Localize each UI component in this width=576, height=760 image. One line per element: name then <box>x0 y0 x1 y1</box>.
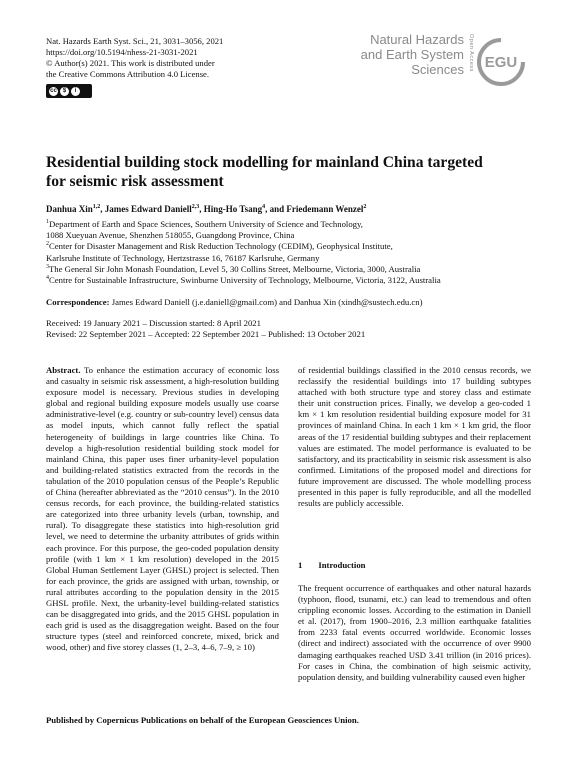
author-name: James Edward Daniell <box>104 204 192 214</box>
introduction-text: The frequent occurrence of earthquakes and other natural hazards (typhoon, flood, tsunami, etc.) can lead to tremendous and often crippling economic losses. According to the estimation in Daniell et al. (2017), from 1900–2016, 2.3 million earthquake fatalities from 2233 fatal events occurred worldwide. Economic losses (direct and indirect) associated with the occurrence of over 9900 damaging earthquakes reached USD 3.41 trillion (in 2016 prices). For cases in China, the combination of high seismic activity, population density, and building vulnerability caused even higher <box>298 583 531 682</box>
dates-line: Received: 19 January 2021 – Discussion started: 8 April 2021 <box>46 318 261 328</box>
egu-logo-icon <box>475 36 527 88</box>
publisher-footer: Published by Copernicus Publications on behalf of the European Geosciences Union. <box>46 715 359 725</box>
correspondence <box>46 297 536 307</box>
affiliation-line <box>46 230 536 241</box>
open-access-label: Open Access <box>468 34 474 72</box>
affiliation-number: 4 <box>46 275 49 282</box>
affiliation-text: Department of Earth and Space Sciences, Southern University of Science and Technology, <box>49 219 363 229</box>
author-separator: , and <box>265 204 287 214</box>
citation-header <box>46 36 223 80</box>
noncommercial-icon: $ <box>60 87 69 96</box>
author-name: Friedemann Wenzel <box>286 204 364 214</box>
author-name: Danhua Xin <box>46 204 93 214</box>
section-title: Introduction <box>318 560 366 570</box>
affiliation-line <box>46 264 536 275</box>
publication-dates <box>46 318 365 340</box>
paper-title-line: for seismic risk assessment <box>46 173 224 190</box>
abstract <box>46 365 279 653</box>
journal-name-line: and Earth System <box>360 47 464 62</box>
author-separator: , <box>100 204 105 214</box>
paper-title-line: Residential building stock modelling for mainland China targeted <box>46 154 483 171</box>
affiliation-text: Center for Disaster Management and Risk Reduction Technology (CEDIM), Geophysical Institute, <box>49 241 393 252</box>
journal-name <box>361 32 464 77</box>
copyright-line: © Author(s) 2021. This work is distributed under <box>46 58 215 68</box>
affiliation-text: The General Sir John Monash Foundation, Level 5, 30 Collins Street, Melbourne, Victoria, 3000, Australia <box>49 263 421 274</box>
author-affiliation: 2,3 <box>191 204 200 210</box>
abstract-text: To enhance the estimation accuracy of economic loss and casualty in seismic risk assessment, a high-resolution building exposure model is necessary. Previous studies in developing global and regional building exposure models usually use coarse administrative-level (e.g. country or sub-country level) census data as model inputs, which cannot fully reflect the spatial heterogeneity of buildings in large countries like China. To develop a high-resolution residential building stock model for mainland China, this paper uses finer urbanity-level population and building-related statistics extracted from the records in the tabulation of the 2010 population census of the People’s Republic of China (hereafter abbreviated as the “2010 census”). In the 2010 census records, for each province, the building-related statistics are categorized into three urbanity levels (urban, township, and rural). To disaggregate these statistics into high-resolution grid level, we need to determine the urbanity attributes of grids within each province. For this purpose, the geo-coded population density profile (with 1 km × 1 km resolution) developed in the 2015 Global Human Settlement Layer (GHSL) project is selected. Then for each province, the grids are assigned with urban, township, or rural attributes according to the population density in the 2015 GHSL profile. Next, the urbanity-level building-related statistics can be disaggregated into grids, and the 2015 GHSL population in each grid is used as the disaggregation weight. Based on the four structure types (steel and reinforced concrete, mixed, brick and wood, other) and five storey classes (1, 2–3, 4–6, 7–9, ≥ 10) <box>46 365 279 653</box>
abstract-label: Abstract. <box>46 365 81 375</box>
affiliation-text: 1088 Xueyuan Avenue, Shenzhen 518055, Guangdong Province, China <box>46 230 295 241</box>
journal-name-line: Natural Hazards <box>370 32 464 47</box>
doi-link[interactable]: https://doi.org/10.5194/nhess-21-3031-2021 <box>46 47 198 57</box>
affiliation-line <box>46 253 536 264</box>
cc-by-license-badge[interactable] <box>46 84 92 98</box>
author-name: Hing-Ho Tsang <box>203 204 263 214</box>
author-affiliation: 4 <box>262 204 266 210</box>
section-number: 1 <box>298 560 303 570</box>
attribution-icon: i <box>71 87 80 96</box>
egu-logo-text: EGU <box>484 54 518 71</box>
abstract-continued: of residential buildings classified in the 2010 census records, we reclassify the residential buildings into 17 building subtypes attached with both structure type and storey class and estimate their unit construction prices. Finally, we develop a geo-coded 1 km × 1 km resolution residential building exposure model for 31 provinces of mainland China. In each 1 km × 1 km grid, the floor areas of the 17 residential building subtypes and their replacement values are estimated. The model performance is evaluated to be satisfactory, and its practicability in seismic risk assessment is also confirmed. Limitations of the proposed model and directions for future improvement are discussed. The whole modelling process presented in this paper is fully reproducible, and all the modelled results are publicly accessible. <box>298 365 531 509</box>
affiliation-line <box>46 275 536 286</box>
correspondence-label: Correspondence: <box>46 297 110 307</box>
author-list <box>46 204 536 214</box>
citation-line: Nat. Hazards Earth Syst. Sci., 21, 3031–3056, 2021 <box>46 36 224 46</box>
correspondence-text[interactable]: James Edward Daniell (j.e.daniell@gmail.com) and Danhua Xin (xindh@sustech.edu.cn) <box>109 297 423 307</box>
dates-line: Revised: 22 September 2021 – Accepted: 22 September 2021 – Published: 13 October 2021 <box>46 329 366 340</box>
affiliation-text: Karlsruhe Institute of Technology, Hertzstrasse 16, 76187 Karlsruhe, Germany <box>46 252 320 263</box>
journal-name-line: Sciences <box>411 62 464 77</box>
license-line: the Creative Commons Attribution 4.0 License. <box>46 69 210 79</box>
affiliation-line <box>46 219 536 230</box>
author-affiliation: 1,2 <box>92 204 101 210</box>
author-affiliation: 2 <box>363 204 367 210</box>
affiliation-number: 1 <box>46 219 49 226</box>
paper-title <box>46 153 536 191</box>
affiliation-number: 3 <box>46 263 49 270</box>
affiliation-line <box>46 241 536 252</box>
affiliation-list <box>46 219 536 286</box>
cc-icon: cc <box>50 87 57 94</box>
affiliation-text: Centre for Sustainable Infrastructure, Swinburne University of Technology, Melbourne, Victoria, 3122, Australia <box>49 275 441 286</box>
author-separator: , <box>199 204 204 214</box>
affiliation-number: 2 <box>46 241 49 248</box>
section-heading-introduction <box>298 560 382 570</box>
